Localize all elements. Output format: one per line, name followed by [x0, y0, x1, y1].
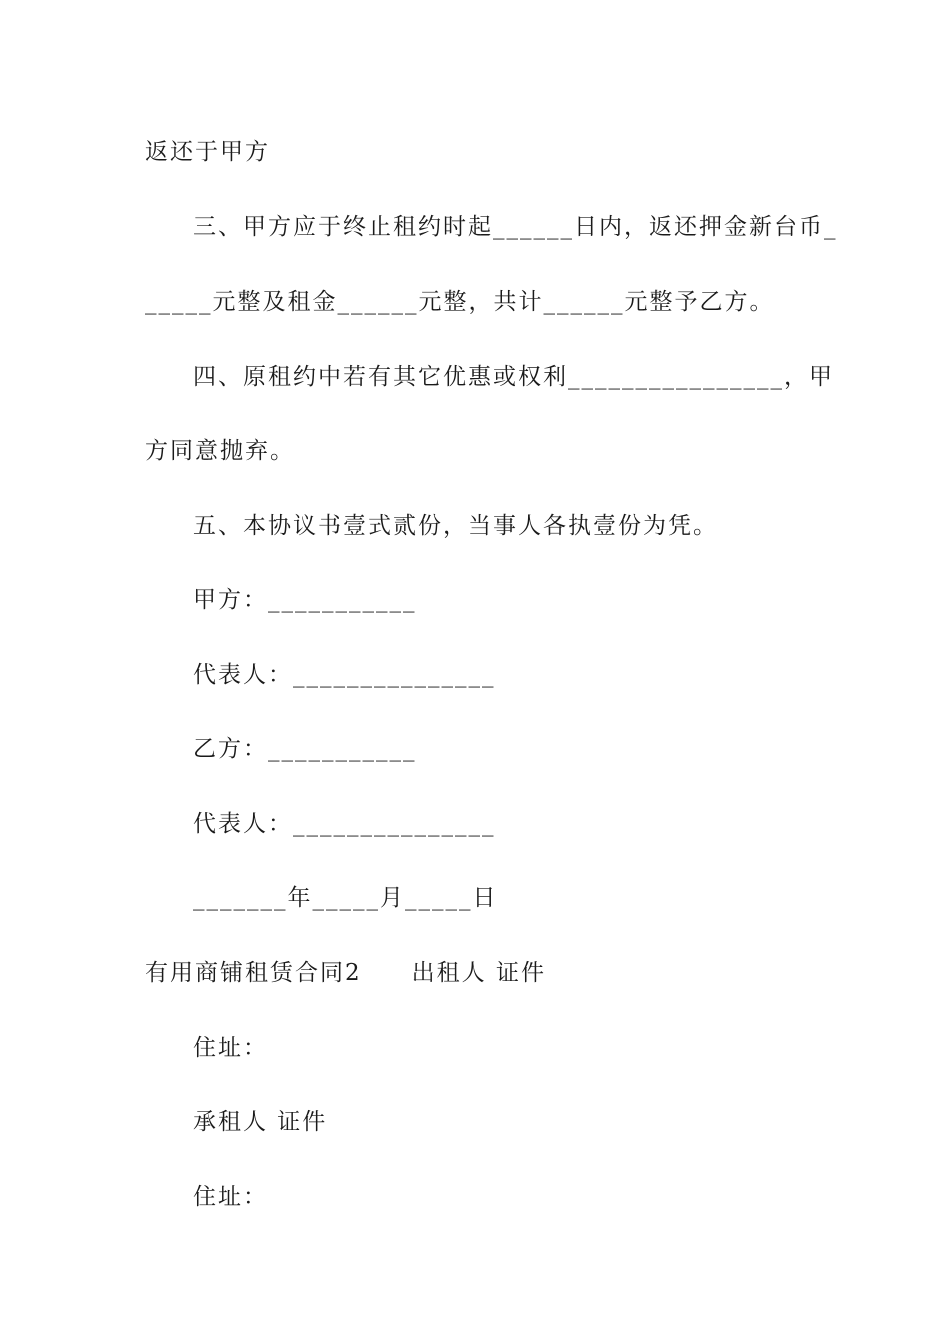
party-a-representative-line: 代表人：_______________ — [193, 662, 496, 688]
clause-four-line-2: 方同意抛弃。 — [145, 438, 295, 464]
contract-2-heading: 有用商铺租赁合同2 出租人 证件 — [145, 960, 546, 986]
party-a-signature-line: 甲方：___________ — [193, 587, 417, 613]
lessee-id-line: 承租人 证件 — [193, 1109, 328, 1135]
clause-four-line-1: 四、原租约中若有其它优惠或权利________________，甲 — [193, 364, 834, 390]
clause-three-line-2: _____元整及租金______元整，共计______元整予乙方。 — [145, 289, 775, 315]
clause-five: 五、本协议书壹式贰份，当事人各执壹份为凭。 — [193, 513, 718, 539]
date-line: _______年_____月_____日 — [193, 885, 498, 911]
party-b-signature-line: 乙方：___________ — [193, 736, 417, 762]
clause-three-line-1: 三、甲方应于终止租约时起______日内，返还押金新台币_ — [193, 214, 838, 240]
lessee-address-line: 住址： — [193, 1184, 268, 1210]
text-line-return-to-party-a: 返还于甲方 — [145, 139, 270, 165]
party-b-representative-line: 代表人：_______________ — [193, 811, 496, 837]
lessor-address-line: 住址： — [193, 1035, 268, 1061]
